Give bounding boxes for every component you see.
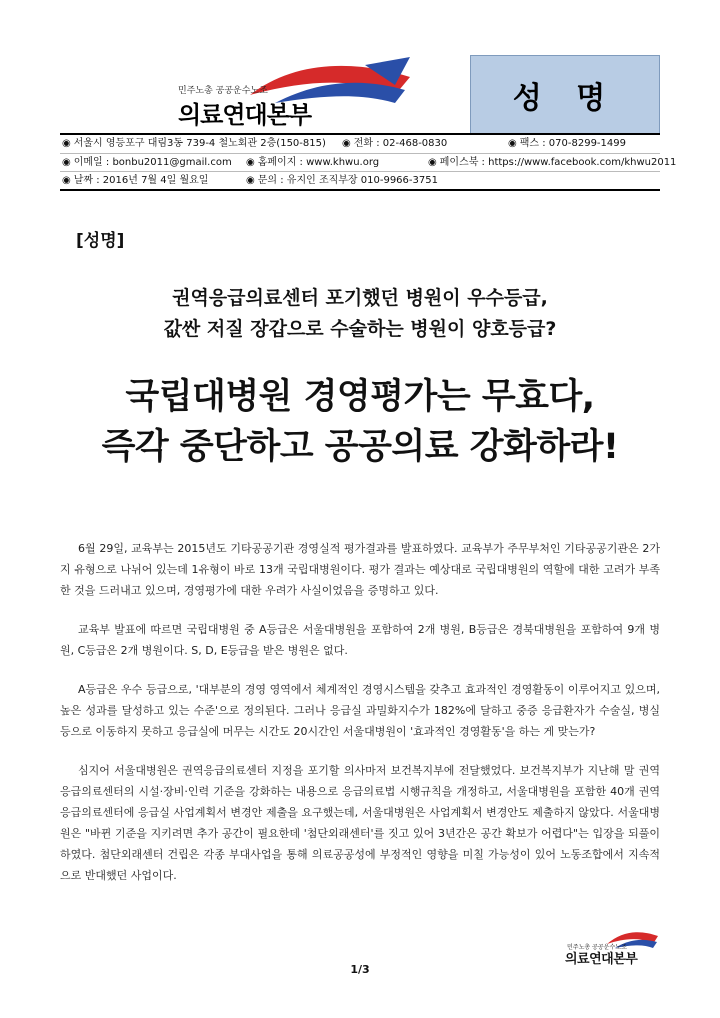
logo-name: 의료연대본부 [178,101,312,129]
subtitle [60,283,660,345]
email-text[interactable]: 이메일 : bonbu2011@gmail.com [73,157,232,168]
date-text: 날짜 : 2016년 7월 4일 월요일 [73,175,209,186]
info-row-1 [60,135,660,153]
info-row-2 [60,153,677,171]
footer-logo [557,928,662,968]
bullet-icon: ◉ [508,138,517,149]
paragraph: 교육부 발표에 따르면 국립대병원 중 A등급은 서울대병원을 포함하여 2개 병원, B등급은 경북대병원을 포함하여 9개 병원, C등급은 2개 병원이다. S, D, E등급을 받은 병원은 없다. [60,623,660,657]
headline [60,372,660,472]
info-row-3 [60,171,660,189]
statement-tag: [성명] [76,231,125,251]
homepage-cell [246,154,379,172]
phone-cell [342,135,447,153]
email-cell [62,154,232,172]
headline-line-2: 즉각 중단하고 공공의료 강화하라! [101,427,619,467]
facebook-text[interactable]: 페이스북 : https://www.facebook.com/khwu2011 [439,157,677,168]
header [60,55,660,135]
bullet-icon: ◉ [62,157,71,168]
address-cell [62,135,326,153]
paragraph: 심지어 서울대병원은 권역응급의료센터 지정을 포기할 의사마저 보건복지부에 전달했었다. 보건복지부가 지난해 말 권역응급의료센터의 시설·장비·인력 기준을 강화하는 내용으로 응급의료법 시행규칙을 개정하고, 서울대병원을 포함한 40개 권역응급의료센터에 응급실 사업계획서 변경안 제출을 요구했는데, 서울대병원은 사업계획서 변경안도 제출하지 않았다. 서울대병원은 "바뀐 기준을 지키려면 추가 공간이 필요한데 '첨단외래센터'를 짓고 있어 3년간은 공간 확보가 어렵다"는 입장을 되풀이 하였다. 첨단외래센터 건립은 각종 부대사업을 통해 의료공공성에 부정적인 영향을 미칠 가능성이 있어 노동조합에서 지속적으로 반대했던 사업이다. [60,764,660,882]
homepage-text[interactable]: 홈페이지 : www.khwu.org [257,157,380,168]
date-cell [62,172,208,190]
footer-logo-name: 의료연대본부 [565,952,638,967]
contact-info-table [60,133,677,191]
bullet-icon: ◉ [342,138,351,149]
bullet-icon: ◉ [62,138,71,149]
contact-cell [246,172,438,190]
fax-cell [508,135,626,153]
page-number: 1/3 [350,963,370,976]
doc-type-label: 성 명 [512,81,618,116]
paragraph: 6월 29일, 교육부는 2015년도 기타공공기관 경영실적 평가결과를 발표하였다. 교육부가 주무부처인 기타공공기관은 2가지 유형으로 나뉘어 있는데 1유형이 바로 13개 국립대병원이다. 평가 결과는 예상대로 국립대병원의 역할에 대한 고려가 부족한 것을 드러내고 있으며, 경영평가에 대한 우려가 사실이었음을 증명하고 있다. [60,542,660,597]
headline-line-1: 국립대병원 경영평가는 무효다, [125,377,595,417]
bullet-icon: ◉ [246,157,255,168]
phone-text: 전화 : 02-468-0830 [353,138,448,149]
bullet-icon: ◉ [62,175,71,186]
facebook-cell [428,154,676,172]
address-text: 서울시 영등포구 대림3동 739-4 철노회관 2층(150-815) [73,138,326,149]
paragraph: A등급은 우수 등급으로, '대부분의 경영 영역에서 체계적인 경영시스템을 갖추고 효과적인 경영활동이 이루어지고 있으며, 높은 성과를 달성하고 있는 수준'으로 정의된다. 그러나 응급실 과밀화지수가 182%에 달하고 중증 응급환자가 수술실, 병실 등으로 이동하지 못하고 응급실에 머무는 시간도 20시간인 서울대병원이 '효과적인 경영활동'을 하는 게 맞는가? [60,683,660,738]
union-logo [60,55,470,135]
fax-text: 팩스 : 070-8299-1499 [519,138,626,149]
footer-logo-subtitle: 민주노총 공공운수노조 [567,944,627,951]
bullet-icon: ◉ [428,157,437,168]
body-text [60,538,660,904]
subtitle-line-2: 값싼 저질 장갑으로 수술하는 병원이 양호등급? [163,318,557,340]
contact-text: 문의 : 유지인 조직부장 010-9966-3751 [257,175,438,186]
logo-subtitle: 민주노총 공공운수노조 [178,86,268,96]
bullet-icon: ◉ [246,175,255,186]
doc-type-box [470,55,660,135]
subtitle-line-1: 권역응급의료센터 포기했던 병원이 우수등급, [172,287,548,309]
